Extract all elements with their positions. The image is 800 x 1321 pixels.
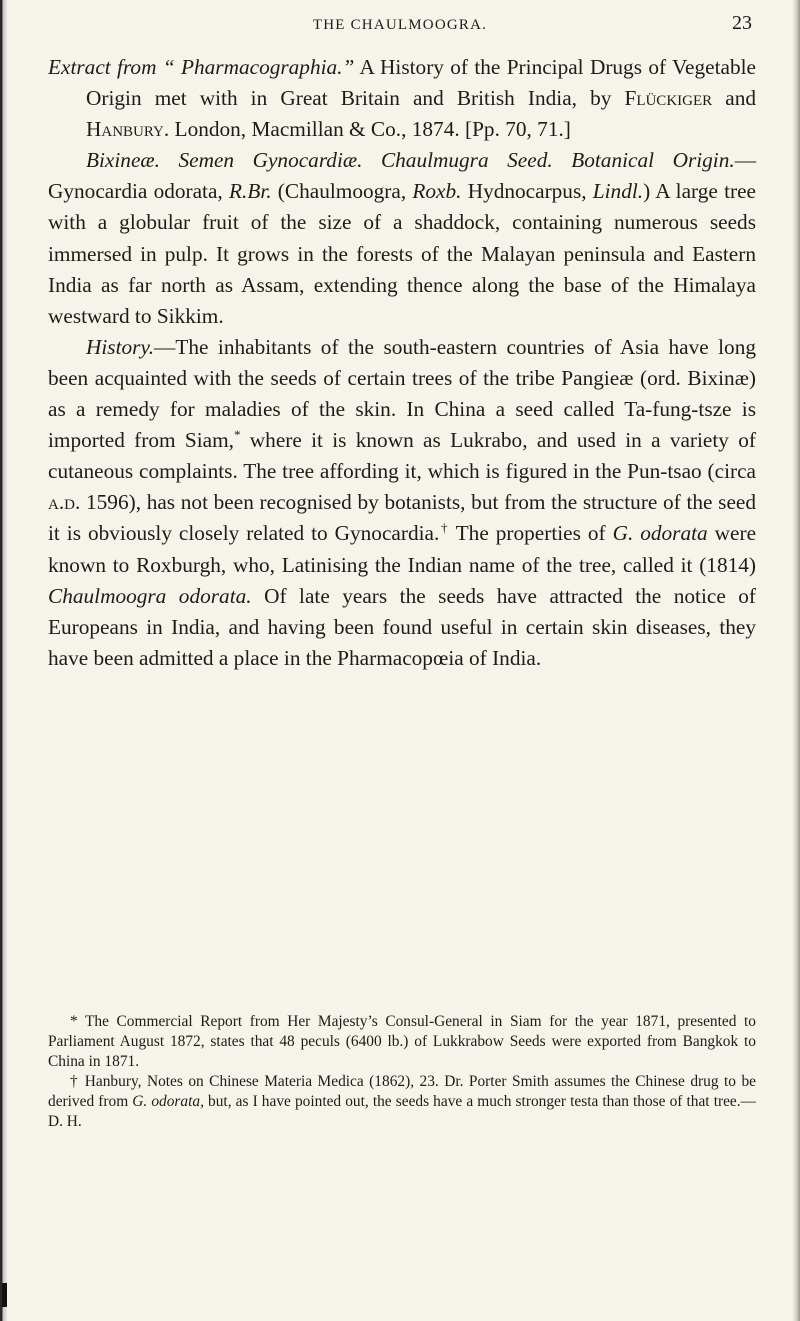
footnote-ref-dagger: † xyxy=(439,520,450,536)
history-species-full: Chaulmoogra odorata. xyxy=(48,583,252,608)
body-text xyxy=(48,52,756,674)
history-heading: History. xyxy=(86,334,155,359)
history-text-6: Of late years the seeds have attracted the notice of Europeans in India, and having been found useful in certain skin diseases, they have been admitted a place in the Pharmacopœia of India. xyxy=(48,583,756,670)
citation-description: A History of the Principal Drugs of Vegetable Origin met with in Great Britain and British India, by xyxy=(86,55,756,111)
citation-publisher: . London, Macmillan & Co., 1874. xyxy=(163,117,460,142)
scan-edge-mark xyxy=(2,1283,7,1307)
botanical-paragraph xyxy=(48,145,756,332)
footnote-dagger-text-2: but, as I have pointed out, the seeds have a much stronger testa than those of that tree.—D. H. xyxy=(48,1093,756,1130)
footnotes xyxy=(48,1012,756,1132)
footnote-dagger xyxy=(48,1072,756,1132)
history-text-1: —The inhabitants of the south-eastern countries of Asia have long been acquainted with the seeds of certain trees of the tribe Pangieæ (ord. Bixinæ) as a remedy for maladies of the skin. In China a seed called Ta-fung-tsze is imported from Siam, xyxy=(48,334,756,453)
footnote-dagger-species: G. odorata, xyxy=(132,1093,204,1110)
botanical-name: Gynocardia odorata, xyxy=(48,179,229,204)
citation-author-1: Flückiger xyxy=(624,86,713,111)
citation-author-2: Hanbury xyxy=(86,117,164,142)
botanical-authority-3: Lindl. xyxy=(592,179,644,204)
history-text-5: were known to Roxburgh, who, Latinising the Indian name of the tree, called it (1814) xyxy=(48,521,757,577)
footnote-dagger-text-1: † Hanbury, Notes on Chinese Materia Medica (1862), 23. Dr. Porter Smith assumes the Chinese drug to be derived from xyxy=(48,1073,756,1110)
running-title: THE CHAULMOOGRA. xyxy=(312,17,488,33)
botanical-synonym: Hydnocarpus, xyxy=(461,179,593,204)
citation-pages: [Pp. 70, 71.] xyxy=(465,117,571,142)
botanical-heading: Bixineæ. Semen Gynocardiæ. Chaulmugra Seed. Botanical Origin. xyxy=(86,148,735,173)
botanical-dash: — xyxy=(734,148,756,173)
citation-book-title: “ Pharmacographia.” xyxy=(162,55,355,79)
citation-and: and xyxy=(712,86,756,111)
botanical-authority-1: R.Br. xyxy=(228,179,272,204)
history-species-abbrev: G. odorata xyxy=(612,521,708,546)
citation-intro: Extract from xyxy=(48,55,157,79)
footnote-ref-asterisk: * xyxy=(234,427,241,443)
history-text-4: The properties of xyxy=(449,521,613,546)
page-number: 23 xyxy=(732,12,752,34)
citation-paragraph xyxy=(48,52,756,145)
history-text-3: 1596), has not been recognised by botanists, but from the structure of the seed it is obviously closely related to Gynocardia. xyxy=(48,490,756,546)
scan-left-edge xyxy=(0,0,7,1321)
botanical-common-name: (Chaulmoogra, xyxy=(271,179,413,204)
botanical-authority-2: Roxb. xyxy=(412,179,462,204)
footnote-asterisk: * The Commercial Report from Her Majesty’s Consul-General in Siam for the year 1871, presented to Parliament August 1872, states that 48 peculs (6400 lb.) of Lukkrabow Seeds were exported from Bangkok to China in 1871. xyxy=(48,1013,756,1070)
history-era: a.d. xyxy=(48,490,81,515)
running-head xyxy=(48,11,752,37)
history-text-2: where it is known as Lukrabo, and used in a variety of cutaneous complaints. The tree affording it, which is figured in the Pun-tsao (circa xyxy=(48,428,756,484)
botanical-description: ) A large tree with a globular fruit of the size of a shaddock, containing numerous seeds immersed in pulp. It grows in the forests of the Malayan peninsula and Eastern India as far north as Assam, extending thence along the base of the Himalaya westward to Sikkim. xyxy=(48,179,756,328)
history-paragraph xyxy=(48,332,756,674)
scan-right-edge xyxy=(792,0,800,1321)
